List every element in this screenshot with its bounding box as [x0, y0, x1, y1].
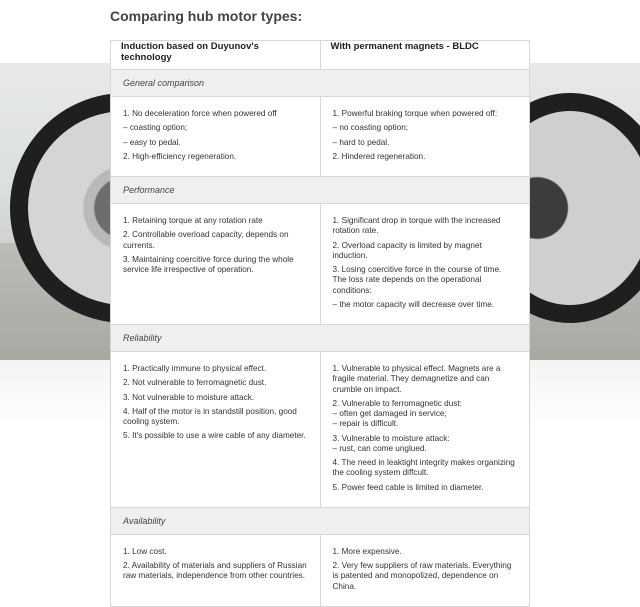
list-item: 1. Practically immune to physical effect. — [123, 364, 267, 373]
list-item: 2. Very few suppliers of raw materials. Everything is patented and monopolized, dependence on China. — [332, 561, 512, 591]
list-item: 4. Half of the motor is in standstill position, good cooling system. — [123, 406, 297, 426]
list-item: 5. It's possible to use a wire cable of any diameter. — [123, 431, 306, 441]
page-heading: Comparing hub motor types: — [110, 8, 303, 24]
section-title-row — [111, 70, 530, 97]
list-item: 1. Powerful braking torque when powered off: — [332, 109, 498, 118]
list-item: 2. Availability of materials and suppliers of Russian raw materials, independence from other countries. — [123, 561, 307, 581]
comparison-table — [110, 40, 530, 607]
list-item: 3. Maintaining coercitive force during the whole service life irrespective of operation. — [123, 254, 294, 274]
induction-cell — [111, 352, 321, 508]
bldc-cell — [320, 204, 530, 325]
section-title-row — [111, 325, 530, 352]
section-title: Performance — [111, 177, 530, 204]
list-item: 1. Significant drop in torque with the increased rotation rate. — [332, 216, 501, 236]
list-item: 1. Vulnerable to physical effect. Magnets are a fragile material. They demagnetize and can crumble on impact. — [332, 364, 501, 394]
induction-cell — [111, 534, 321, 606]
list-item: 2. Overload capacity is limited by magnet induction. — [332, 240, 482, 260]
bldc-cell — [320, 352, 530, 508]
section-title-row — [111, 177, 530, 204]
section-title: Availability — [111, 507, 530, 534]
column-header-bldc: With permanent magnets - BLDC — [320, 41, 530, 70]
bldc-cell — [320, 97, 530, 177]
induction-cell — [111, 97, 321, 177]
list-item: – hard to pedal. — [332, 137, 390, 147]
column-header-induction: Induction based on Duyunov's technology — [111, 41, 321, 70]
table-header-row — [111, 41, 530, 70]
table-row — [111, 534, 530, 606]
table-row — [111, 204, 530, 325]
list-item: 2. Controllable overload capacity, depends on currents. — [123, 230, 289, 250]
list-item: – no coasting option; — [332, 123, 409, 133]
list-item: 2. Not vulnerable to ferromagnetic dust. — [123, 378, 267, 388]
table-row — [111, 97, 530, 177]
list-item: 5. Power feed cable is limited in diameter. — [332, 482, 484, 492]
induction-cell — [111, 204, 321, 325]
list-item: 2. Hindered regeneration. — [332, 151, 426, 161]
list-item: – easy to pedal. — [123, 137, 181, 147]
list-item: 1. More expensive. — [332, 546, 402, 556]
section-title-row — [111, 507, 530, 534]
section-title: General comparison — [111, 70, 530, 97]
list-item: – the motor capacity will decrease over time. — [332, 299, 495, 309]
section-title: Reliability — [111, 325, 530, 352]
list-item: 3. Losing coercitive force in the course of time. The loss rate depends on the operational conditions: — [332, 265, 502, 295]
table-row — [111, 352, 530, 508]
list-item: 1. Low cost. — [123, 546, 167, 556]
list-item: 2. Vulnerable to ferromagnetic dust: – often get damaged in service; – repair is difficult. — [332, 398, 462, 429]
list-item: 4. The need in leaktight integrity makes organizing the cooling system diffcult. — [332, 458, 515, 478]
list-item: 3. Vulnerable to moisture attack: – rust, can come unglued. — [332, 433, 450, 453]
list-item: 1. Retaining torque at any rotation rate — [123, 216, 263, 225]
list-item: 1. No deceleration force when powered off — [123, 109, 277, 118]
list-item: 2. High-efficiency regeneration. — [123, 151, 237, 161]
bldc-cell — [320, 534, 530, 606]
list-item: 3. Not vulnerable to moisture attack. — [123, 392, 255, 402]
list-item: – coasting option; — [123, 123, 188, 133]
